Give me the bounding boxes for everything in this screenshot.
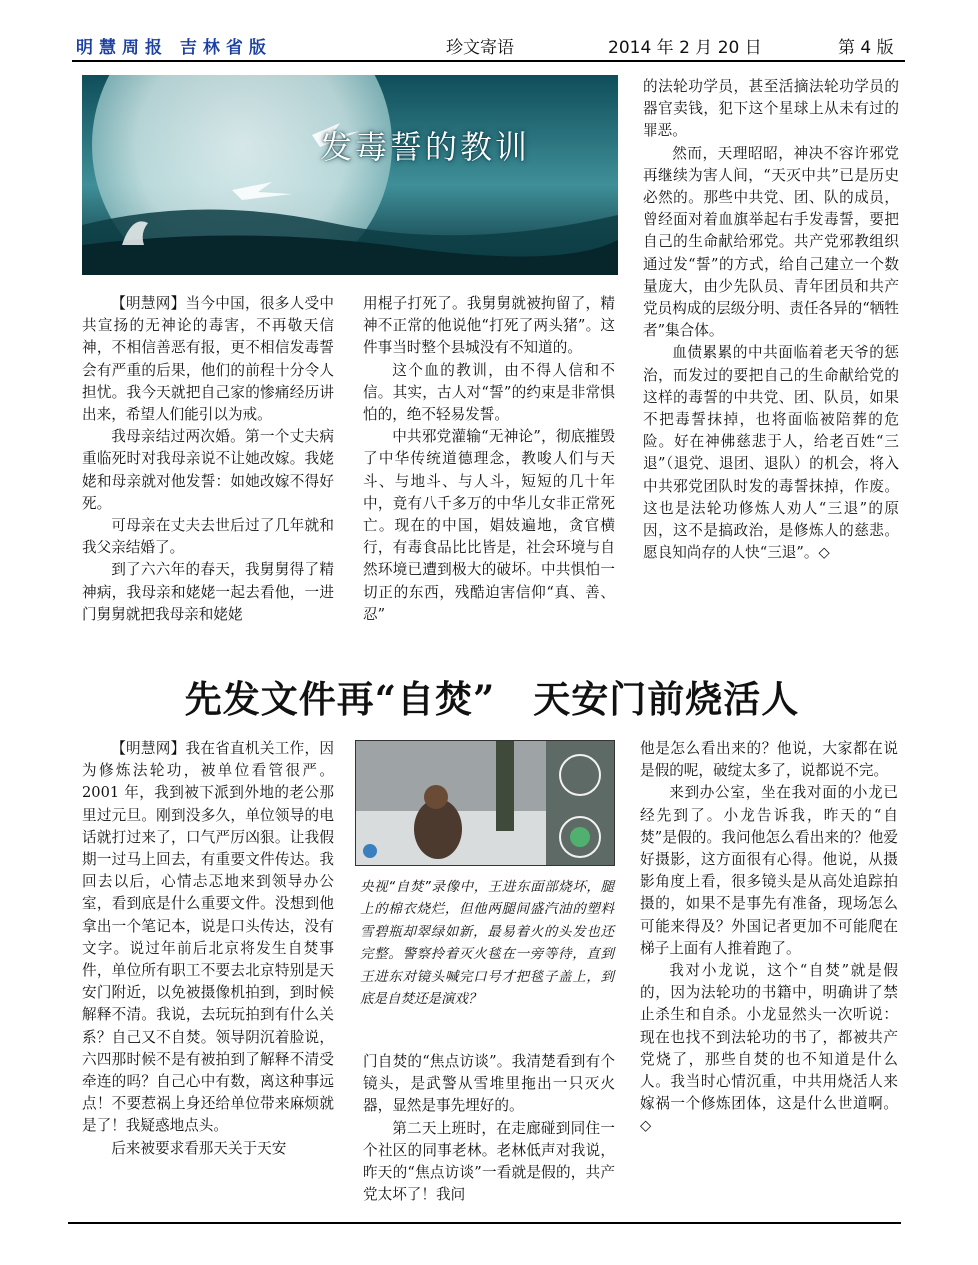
paragraph: 这个血的教训，由不得人信和不信。其实，古人对“誓”的约束是非常惧怕的，绝不轻易发誓。 [363,361,615,424]
footer-rule [68,1222,901,1224]
paragraph: 我对小龙说，这个“自焚”就是假的，因为法轮功的书籍中，明确讲了禁止杀生和自杀。小龙显然头一次听说：现在也找不到法轮功的书了，都被共产党烧了，那些自焚的也不知道是什么人。我当时心情沉重，中共用烧活人来嫁祸一个修炼团体，这是什么世道啊。◇ [640,962,898,1135]
paragraph: 门自焚的“焦点访谈”。我清楚看到有个镜头，是武警从雪堆里拖出一只灭火器，显然是事先埋好的。 [363,1053,615,1115]
paragraph: 他是怎么看出来的？他说，大家都在说是假的呢，破绽太多了，说都说不完。 [640,740,898,780]
paragraph: 可母亲在丈夫去世后过了几年就和我父亲结婚了。 [82,517,334,557]
banner-image [82,75,618,275]
paragraph: 到了六六年的春天，我舅舅得了精神病，我母亲和姥姥一起去看他，一进门舅舅就把我母亲和姥姥 [82,561,334,623]
photo-caption: 央视“自焚”录像中，王进东面部烧坏，腿上的棉衣烧烂，但他两腿间盛汽油的塑料雪碧瓶却翠绿如新，最易着火的头发也还完整。警察拎着灭火毯在一旁等待，直到王进东对镜头喊完口号才把毯子盖上，到底是自焚还是演戏？ [360,879,614,1008]
article1-column1 [82,293,334,626]
paragraph: 我母亲结过两次婚。第一个丈夫病重临死时对我母亲说不让她改嫁。我姥姥和母亲就对他发誓：如她改嫁不得好死。 [82,428,334,512]
issue-date: 2014 年 2 月 20 日 [608,38,762,58]
paragraph: 第二天上班时，在走廊碰到同住一个社区的同事老林。老林低声对我说，昨天的“焦点访谈”一看就是假的，共产党太坏了！我问 [363,1119,615,1204]
paragraph: 的法轮功学员，甚至活摘法轮功学员的器官卖钱，犯下这个星球上从未有过的罪恶。 [643,78,899,140]
article2-headline: 先发文件再“自焚” 天安门前烧活人 [184,677,800,721]
paragraph: 【明慧网】我在省直机关工作，因为修炼法轮功，被单位看管很严。2001 年，我到被下派到外地的老公那里过元旦。刚到没多久，单位领导的电话就打过来了，口气严厉凶狠。让我假期一过马上回去，有重要文件传达。我回去以后，心情忐忑地来到领导办公室，看到底是什么重要文件。没想到他拿出一个笔记本，说是口头传达，没有文字。说过年前后北京将发生自焚事件，单位所有职工不要去北京特别是天安门附近，以免被摄像机拍到，到时候解释不清。我说，去玩玩拍到有什么关系？自己又不自焚。领导阴沉着脸说，六四那时候不是有被拍到了解释不清受牵连的吗？自己心中有数，离这种事远点！不要惹祸上身还给单位带来麻烦就是了！我疑惑地点头。 [82,740,334,1135]
page-number: 第 4 版 [838,38,894,58]
paragraph: 【明慧网】当今中国，很多人受中共宣扬的无神论的毒害，不再敬天信神，不相信善恶有报，更不相信发毒誓会有严重的后果，他们的前程十分令人担忧。我今天就把自己家的惨痛经历讲出来，希望人们能引以为戒。 [82,295,334,424]
article1-title: 发毒誓的教训 [320,128,531,166]
header-rule [72,60,905,62]
article2-column3 [640,738,898,1138]
article1-column2 [363,293,615,626]
article1-banner [82,75,618,275]
paragraph: 血债累累的中共面临着老天爷的惩治，而发过的要把自己的生命献给党的这样的毒誓的中共党、团、队员，如果不把毒誓抹掉，也将面临被陪葬的危险。好在神佛慈悲于人，给老百姓“三退”（退党、退团、退队）的机会，将入中共邪党团队时发的毒誓抹掉，作废。这也是法轮功修炼人劝人“三退”的原因，这不是搞政治，是修炼人的慈悲。愿良知尚存的人快“三退”。◇ [643,344,899,562]
newspaper-name: 明慧周报 吉林省版 [76,38,272,58]
article1-column3 [643,76,899,564]
paragraph: 后来被要求看那天关于天安 [111,1139,287,1157]
paragraph: 用棍子打死了。我舅舅就被拘留了，精神不正常的他说他“打死了两头猪”。这件事当时整个县城没有不知道的。 [363,295,615,357]
news-photo-image [356,741,614,865]
section-name: 珍文寄语 [446,38,514,58]
article2-photo [355,740,615,866]
article2-column1 [82,738,334,1160]
paragraph: 来到办公室，坐在我对面的小龙已经先到了。小龙告诉我，昨天的“自焚”是假的。我问他怎么看出来的？他爱好摄影，这方面很有心得。他说，从摄影角度上看，很多镜头是从高处追踪拍摄的，如果不是事先有准备，现场怎么可能来得及？外国记者更加不可能爬在梯子上面有人推着跑了。 [640,784,898,957]
paragraph: 然而，天理昭昭，神决不容许邪党再继续为害人间，“天灭中共”已是历史必然的。那些中共党、团、队的成员，曾经面对着血旗举起右手发毒誓，要把自己的生命献给邪党。共产党邪教组织通过发“誓”的方式，给自己建立一个数量庞大，由少先队员、青年团员和共产党员构成的层级分明、责任各异的“牺牲者”集合体。 [643,144,899,340]
paragraph: 中共邪党灌输“无神论”，彻底摧毁了中华传统道德理念，教唆人们与天斗、与地斗、与人斗，短短的几十年中，竟有八千多万的中华儿女非正常死亡。现在的中国，娼妓遍地，贪官横行，有毒食品比比皆是，社会环境与自然环境已遭到极大的破坏。中共惧怕一切正的东西，残酷迫害信仰“真、善、忍” [363,428,615,623]
article2-column2 [363,1051,615,1206]
